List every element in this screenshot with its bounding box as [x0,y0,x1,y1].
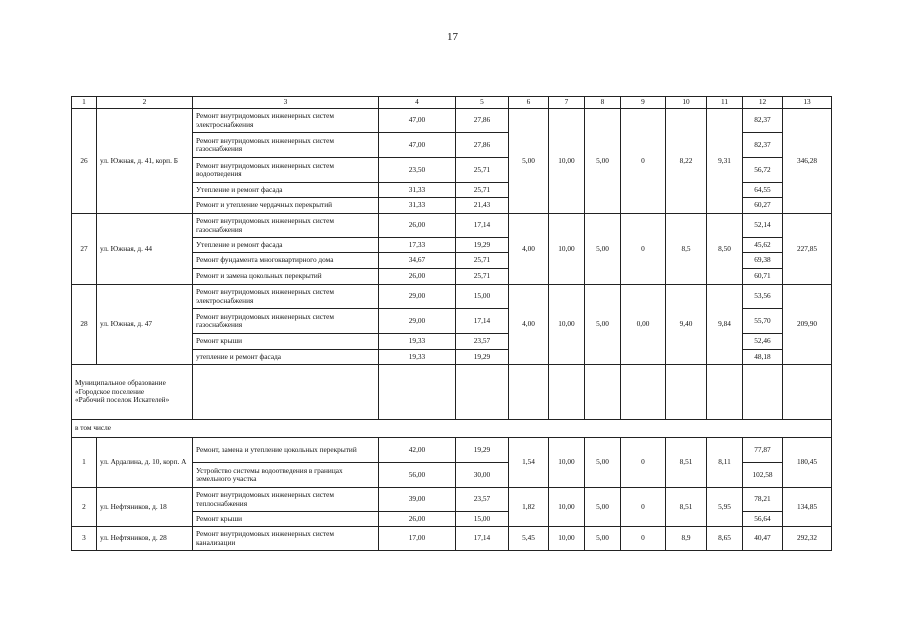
value-cell: 39,00 [379,488,456,512]
value-cell: 60,71 [743,269,783,285]
value-cell: 23,57 [456,334,509,350]
empty-cell [193,365,379,420]
value-cell: 56,00 [379,463,456,488]
row-number: 3 [72,527,97,551]
value-cell: 4,00 [509,285,549,365]
empty-cell [549,365,585,420]
value-cell: 53,56 [743,285,783,309]
value-cell: 31,33 [379,183,456,198]
value-cell: 9,40 [666,285,707,365]
value-cell: 23,57 [456,488,509,512]
value-cell: 5,00 [585,488,621,527]
value-cell: 10,00 [549,285,585,365]
value-cell: 10,00 [549,527,585,551]
value-cell: 10,00 [549,438,585,488]
value-cell: 27,86 [456,109,509,133]
value-cell: 1,54 [509,438,549,488]
total-cell: 227,85 [783,214,832,285]
total-cell: 180,45 [783,438,832,488]
table-row [72,488,832,512]
value-cell: 26,00 [379,269,456,285]
work-name: Ремонт и замена цокольных перекрытий [193,269,379,285]
value-cell: 0 [621,438,666,488]
empty-cell [743,365,783,420]
value-cell: 69,38 [743,253,783,269]
value-cell: 55,70 [743,309,783,334]
value-cell: 82,37 [743,109,783,133]
empty-cell [707,365,743,420]
table-row [72,285,832,309]
empty-cell [585,365,621,420]
value-cell: 8,50 [707,214,743,285]
value-cell: 8,65 [707,527,743,551]
work-name: Устройство системы водоотведения в границах земельного участка [193,463,379,488]
value-cell: 8,51 [666,488,707,527]
work-name: Ремонт внутридомовых инженерных систем канализации [193,527,379,551]
value-cell: 10,00 [549,488,585,527]
empty-cell [783,365,832,420]
total-cell: 346,28 [783,109,832,214]
value-cell: 17,14 [456,214,509,238]
value-cell: 25,71 [456,183,509,198]
row-number: 28 [72,285,97,365]
table-row [72,527,832,551]
address-cell: ул. Южная, д. 44 [97,214,193,285]
work-name: Утепление и ремонт фасада [193,183,379,198]
value-cell: 27,86 [456,133,509,158]
value-cell: 9,84 [707,285,743,365]
value-cell: 19,33 [379,350,456,365]
value-cell: 8,22 [666,109,707,214]
value-cell: 5,00 [585,109,621,214]
empty-cell [621,365,666,420]
header-cell: 13 [783,97,832,109]
value-cell: 0 [621,527,666,551]
page-number: 17 [447,31,458,43]
address-cell: ул. Нефтяников, д. 18 [97,488,193,527]
value-cell: 10,00 [549,214,585,285]
value-cell: 5,00 [585,214,621,285]
work-name: Ремонт крыши [193,512,379,527]
header-cell: 9 [621,97,666,109]
value-cell: 1,82 [509,488,549,527]
value-cell: 47,00 [379,133,456,158]
value-cell: 17,00 [379,527,456,551]
work-name: Ремонт внутридомовых инженерных систем водоотведения [193,158,379,183]
value-cell: 5,45 [509,527,549,551]
row-number: 27 [72,214,97,285]
header-cell: 2 [97,97,193,109]
total-cell: 292,32 [783,527,832,551]
value-cell: 0 [621,488,666,527]
table-row [72,109,832,133]
value-cell: 31,33 [379,198,456,214]
value-cell: 52,14 [743,214,783,238]
value-cell: 0,00 [621,285,666,365]
work-name: Ремонт внутридомовых инженерных систем теплоснабжения [193,488,379,512]
value-cell: 4,00 [509,214,549,285]
work-name: Ремонт и утепление чердачных перекрытий [193,198,379,214]
capital-repair-table [71,96,832,551]
value-cell: 34,67 [379,253,456,269]
value-cell: 52,46 [743,334,783,350]
work-name: Ремонт внутридомовых инженерных систем газоснабжения [193,309,379,334]
value-cell: 5,00 [585,285,621,365]
table-row [72,214,832,238]
including-label: в том числе [72,420,832,438]
value-cell: 60,27 [743,198,783,214]
address-cell: ул. Нефтяников, д. 28 [97,527,193,551]
header-cell: 10 [666,97,707,109]
value-cell: 15,00 [456,512,509,527]
municipality-row [72,365,832,420]
municipality-line: «Рабочий поселок Искателей» [75,395,170,405]
value-cell: 5,95 [707,488,743,527]
municipality-name [72,365,193,420]
row-number: 1 [72,438,97,488]
work-name: Ремонт фундамента многоквартирного дома [193,253,379,269]
work-name: Ремонт, замена и утепление цокольных перекрытий [193,438,379,463]
header-cell: 12 [743,97,783,109]
value-cell: 10,00 [549,109,585,214]
address-cell: ул. Ардалина, д. 10, корп. А [97,438,193,488]
table-row [72,438,832,463]
value-cell: 5,00 [509,109,549,214]
value-cell: 5,00 [585,438,621,488]
value-cell: 82,37 [743,133,783,158]
header-cell: 1 [72,97,97,109]
value-cell: 45,62 [743,238,783,253]
value-cell: 8,51 [666,438,707,488]
header-row [72,97,832,109]
header-cell: 4 [379,97,456,109]
value-cell: 77,87 [743,438,783,463]
header-cell: 5 [456,97,509,109]
value-cell: 19,29 [456,238,509,253]
header-cell: 11 [707,97,743,109]
value-cell: 21,43 [456,198,509,214]
value-cell: 56,72 [743,158,783,183]
value-cell: 102,58 [743,463,783,488]
value-cell: 8,5 [666,214,707,285]
header-cell: 7 [549,97,585,109]
work-name: Ремонт внутридомовых инженерных систем электроснабжения [193,109,379,133]
value-cell: 8,9 [666,527,707,551]
value-cell: 15,00 [456,285,509,309]
work-name: Ремонт крыши [193,334,379,350]
value-cell: 47,00 [379,109,456,133]
value-cell: 25,71 [456,269,509,285]
value-cell: 5,00 [585,527,621,551]
empty-cell [509,365,549,420]
work-name: утепление и ремонт фасада [193,350,379,365]
value-cell: 30,00 [456,463,509,488]
municipality-line: «Городское поселение [75,386,145,396]
address-cell: ул. Южная, д. 47 [97,285,193,365]
value-cell: 0 [621,109,666,214]
header-cell: 8 [585,97,621,109]
value-cell: 25,71 [456,253,509,269]
value-cell: 17,33 [379,238,456,253]
work-name: Ремонт внутридомовых инженерных систем газоснабжения [193,133,379,158]
value-cell: 9,31 [707,109,743,214]
value-cell: 26,00 [379,512,456,527]
address-cell: ул. Южная, д. 41, корп. Б [97,109,193,214]
value-cell: 42,00 [379,438,456,463]
value-cell: 56,64 [743,512,783,527]
empty-cell [456,365,509,420]
empty-cell [666,365,707,420]
header-cell: 3 [193,97,379,109]
including-row [72,420,832,438]
value-cell: 17,14 [456,309,509,334]
row-number: 2 [72,488,97,527]
value-cell: 64,55 [743,183,783,198]
header-cell: 6 [509,97,549,109]
work-name: Ремонт внутридомовых инженерных систем газоснабжения [193,214,379,238]
total-cell: 209,90 [783,285,832,365]
municipality-line: Муниципальное образование [75,378,166,388]
value-cell: 29,00 [379,285,456,309]
value-cell: 23,50 [379,158,456,183]
value-cell: 8,11 [707,438,743,488]
value-cell: 25,71 [456,158,509,183]
work-name: Ремонт внутридомовых инженерных систем электроснабжения [193,285,379,309]
value-cell: 40,47 [743,527,783,551]
value-cell: 78,21 [743,488,783,512]
work-name: Утепление и ремонт фасада [193,238,379,253]
value-cell: 19,33 [379,334,456,350]
value-cell: 48,18 [743,350,783,365]
value-cell: 17,14 [456,527,509,551]
total-cell: 134,85 [783,488,832,527]
value-cell: 19,29 [456,350,509,365]
row-number: 26 [72,109,97,214]
value-cell: 26,00 [379,214,456,238]
value-cell: 29,00 [379,309,456,334]
value-cell: 0 [621,214,666,285]
value-cell: 19,29 [456,438,509,463]
empty-cell [379,365,456,420]
